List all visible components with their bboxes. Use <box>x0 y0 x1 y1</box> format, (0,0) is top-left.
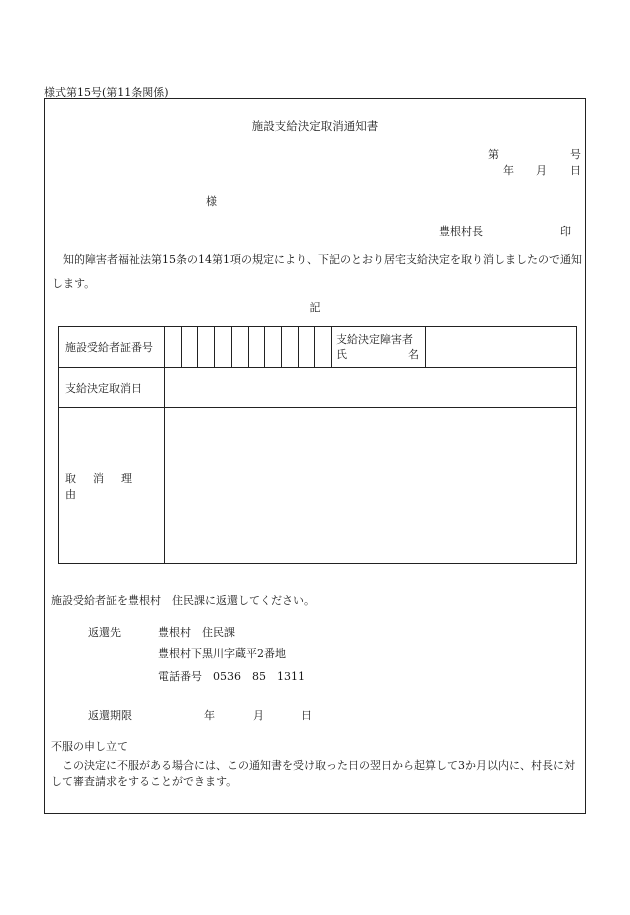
appeal-heading: 不服の申し立て <box>51 740 128 753</box>
deadline-day: 日 <box>301 709 312 722</box>
return-to-phone: 電話番号 0536 85 1311 <box>158 670 305 683</box>
number-prefix: 第 <box>488 148 499 161</box>
form-id: 様式第15号(第11条関係) <box>44 86 169 99</box>
cancel-date-label <box>59 368 165 408</box>
reason-field[interactable] <box>165 408 577 564</box>
cancel-date-field[interactable] <box>165 368 577 408</box>
issuer: 豊根村長 <box>439 225 483 238</box>
appeal-text: この決定に不服がある場合には、この通知書を受け取った日の翌日から起算して3か月以内に、村長に対して審査請求をすることができます。 <box>51 759 575 788</box>
deadline-month: 月 <box>253 709 264 722</box>
cancel-date-label-text: 支給決定取消日 <box>65 381 142 395</box>
return-to-dept: 豊根村 住民課 <box>158 626 235 639</box>
page-title: 施設支給決定取消通知書 <box>251 119 379 133</box>
note-heading: 記 <box>309 301 321 314</box>
recipient-label-mei: 名 <box>408 348 419 361</box>
cert-number-boxes[interactable] <box>165 327 332 368</box>
body-text: 知的障害者福祉法第15条の14第1項の規定により、下記のとおり居宅支給決定を取り消しましたので通知します。 <box>52 253 582 290</box>
return-instruction: 施設受給者証を豊根村 住民課に返還してください。 <box>51 594 315 607</box>
details-table <box>58 326 577 564</box>
addressee-suffix: 様 <box>206 195 217 208</box>
return-to-label: 返還先 <box>88 626 121 639</box>
seal-mark: 印 <box>560 225 571 238</box>
reason-label: 取消理由 <box>59 408 165 564</box>
date-day: 日 <box>570 164 581 177</box>
recipient-label <box>332 327 426 368</box>
deadline-label: 返還期限 <box>88 709 132 722</box>
date-year: 年 <box>503 164 514 177</box>
cert-number-label: 施設受給者証番号 <box>59 327 165 368</box>
date-month: 月 <box>536 164 547 177</box>
return-to-address: 豊根村下黒川字蔵平2番地 <box>158 647 286 660</box>
recipient-label-shi: 氏 <box>336 348 347 361</box>
recipient-name-field[interactable] <box>426 327 577 368</box>
number-suffix: 号 <box>570 148 581 161</box>
deadline-year: 年 <box>204 709 215 722</box>
recipient-label-line1: 支給決定障害者 <box>336 333 413 346</box>
